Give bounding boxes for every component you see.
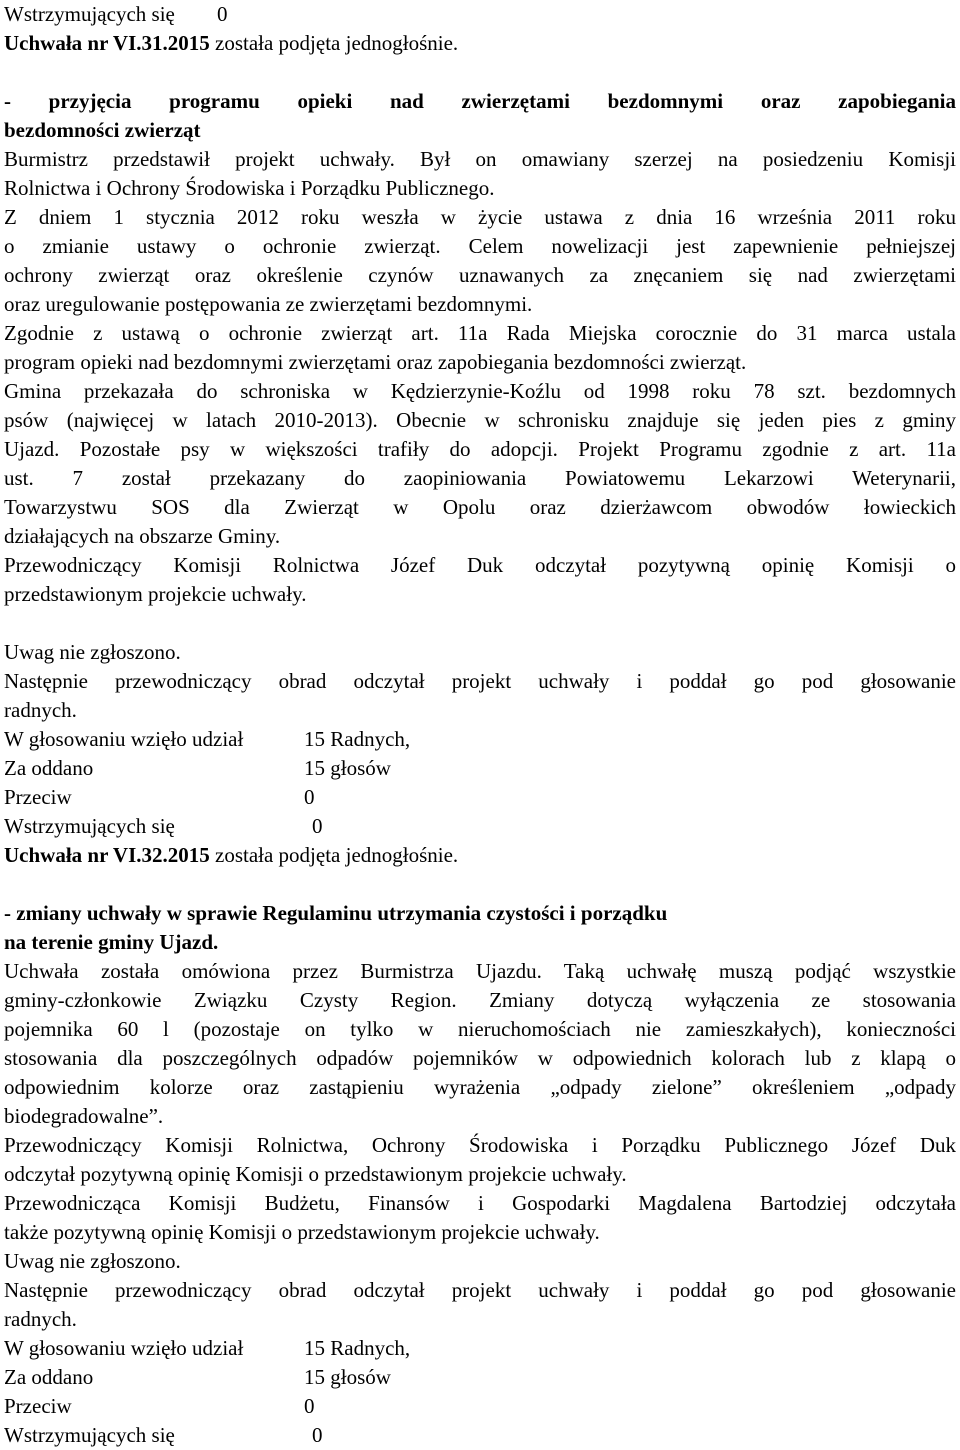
paragraph-line: program opieki nad bezdomnymi zwierzętami oraz zapobiegania bezdomności zwierząt. <box>4 350 747 374</box>
paragraph-line: Przewodnicząca Komisji Budżetu, Finansów i Gospodarki Magdalena Bartodziej odczytała <box>4 1191 956 1215</box>
vote-participated-value: 15 Radnych, <box>304 727 411 751</box>
vote-against-label: Przeciw <box>4 785 72 809</box>
paragraph-line: odczytał pozytywną opinię Komisji o przedstawionym projekcie uchwały. <box>4 1162 627 1186</box>
vote-abstain-label: Wstrzymujących się <box>4 814 175 838</box>
vote-abstain-label: Wstrzymujących się <box>4 2 175 26</box>
no-remarks: Uwag nie zgłoszono. <box>4 640 181 664</box>
paragraph-line: ust. 7 został przekazany do zaopiniowania Powiatowemu Lekarzowi Weterynarii, <box>4 466 956 490</box>
vote-for-row <box>4 1363 956 1392</box>
vote-abstain-row <box>4 812 956 841</box>
vote-for-label: Za oddano <box>4 756 94 780</box>
paragraph-line: Ujazd. Pozostałe psy w większości trafiły do adopcji. Projekt Programu zgodnie z art. 11a <box>4 437 956 461</box>
paragraph-line: Towarzystwu SOS dla Zwierząt w Opolu oraz dzierżawcom obwodów łowieckich <box>4 495 956 519</box>
section-heading: - przyjęcia programu opieki nad zwierzętami bezdomnymi oraz zapobiegania <box>4 89 956 113</box>
section-heading-cont: bezdomności zwierząt <box>4 118 201 142</box>
paragraph-line: Gmina przekazała do schroniska w Kędzierzynie-Koźlu od 1998 roku 78 szt. bezdomnych <box>4 379 956 403</box>
vote-against-label: Przeciw <box>4 1394 72 1418</box>
vote-participated-label: W głosowaniu wzięło udział <box>4 1336 244 1360</box>
paragraph-line: odpowiednim kolorze oraz zastąpieniu wyrażenia „odpady zielone” określeniem „odpady <box>4 1075 956 1099</box>
vote-for-value: 15 głosów <box>304 756 391 780</box>
vote-participated-value: 15 Radnych, <box>304 1336 411 1360</box>
paragraph-line: ochrony zwierząt oraz określenie czynów uznawanych za znęcaniem się nad zwierzętami <box>4 263 956 287</box>
vote-participated-row <box>4 1334 956 1363</box>
paragraph-line: biodegradowalne”. <box>4 1104 164 1128</box>
paragraph-line: gminy-członkowie Związku Czysty Region. Zmiany dotyczą wyłączenia ze stosowania <box>4 988 956 1012</box>
vote-intro-cont: radnych. <box>4 1307 77 1331</box>
paragraph-line: także pozytywną opinię Komisji o przedstawionym projekcie uchwały. <box>4 1220 600 1244</box>
vote-participated-label: W głosowaniu wzięło udział <box>4 727 244 751</box>
resolution-outcome: została podjęta jednogłośnie. <box>209 843 459 867</box>
vote-participated-row <box>4 725 956 754</box>
resolution-outcome: została podjęta jednogłośnie. <box>209 31 459 55</box>
paragraph-line: przedstawionym projekcie uchwały. <box>4 582 307 606</box>
vote-abstain-value: 0 <box>312 1423 323 1447</box>
section-heading-cont: na terenie gminy Ujazd. <box>4 930 219 954</box>
resolution-statement <box>4 841 956 870</box>
vote-for-row <box>4 754 956 783</box>
paragraph-line: Rolnictwa i Ochrony Środowiska i Porządku Publicznego. <box>4 176 495 200</box>
no-remarks: Uwag nie zgłoszono. <box>4 1249 181 1273</box>
paragraph-line: Burmistrz przedstawił projekt uchwały. Był on omawiany szerzej na posiedzeniu Komisji <box>4 147 956 171</box>
vote-abstain-label: Wstrzymujących się <box>4 1423 175 1447</box>
vote-abstain-value: 0 <box>312 814 323 838</box>
paragraph-line: Przewodniczący Komisji Rolnictwa, Ochrony Środowiska i Porządku Publicznego Józef Duk <box>4 1133 956 1157</box>
vote-abstain-row <box>4 1421 956 1450</box>
paragraph-line: Zgodnie z ustawą o ochronie zwierząt art. 11a Rada Miejska corocznie do 31 marca ustala <box>4 321 956 345</box>
paragraph-line: działających na obszarze Gminy. <box>4 524 281 548</box>
vote-for-label: Za oddano <box>4 1365 94 1389</box>
vote-intro: Następnie przewodniczący obrad odczytał projekt uchwały i poddał go pod głosowanie <box>4 1278 956 1302</box>
vote-intro: Następnie przewodniczący obrad odczytał projekt uchwały i poddał go pod głosowanie <box>4 669 956 693</box>
vote-abstain-row <box>4 0 956 29</box>
resolution-statement <box>4 29 956 58</box>
resolution-number: Uchwała nr VI.31.2015 <box>4 31 210 55</box>
paragraph-line: Uchwała została omówiona przez Burmistrza Ujazdu. Taką uchwałę muszą podjąć wszystkie <box>4 959 956 983</box>
vote-abstain-value: 0 <box>217 2 228 26</box>
paragraph-line: Z dniem 1 stycznia 2012 roku weszła w życie ustawa z dnia 16 września 2011 roku <box>4 205 956 229</box>
paragraph-line: stosowania dla poszczególnych odpadów pojemników w odpowiednich kolorach lub z klapą o <box>4 1046 956 1070</box>
paragraph-line: psów (najwięcej w latach 2010-2013). Obecnie w schronisku znajduje się jeden pies z gminy <box>4 408 956 432</box>
vote-against-row <box>4 783 956 812</box>
vote-for-value: 15 głosów <box>304 1365 391 1389</box>
section-heading: - zmiany uchwały w sprawie Regulaminu utrzymania czystości i porządku <box>4 901 668 925</box>
vote-against-row <box>4 1392 956 1421</box>
paragraph-line: Przewodniczący Komisji Rolnictwa Józef Duk odczytał pozytywną opinię Komisji o <box>4 553 956 577</box>
paragraph-line: pojemnika 60 l (pozostaje on tylko w nieruchomościach nie zamieszkałych), konieczności <box>4 1017 956 1041</box>
vote-against-value: 0 <box>304 785 315 809</box>
vote-intro-cont: radnych. <box>4 698 77 722</box>
vote-against-value: 0 <box>304 1394 315 1418</box>
paragraph-line: o zmianie ustawy o ochronie zwierząt. Celem nowelizacji jest zapewnienie pełniejszej <box>4 234 956 258</box>
resolution-number: Uchwała nr VI.32.2015 <box>4 843 210 867</box>
paragraph-line: oraz uregulowanie postępowania ze zwierzętami bezdomnymi. <box>4 292 533 316</box>
